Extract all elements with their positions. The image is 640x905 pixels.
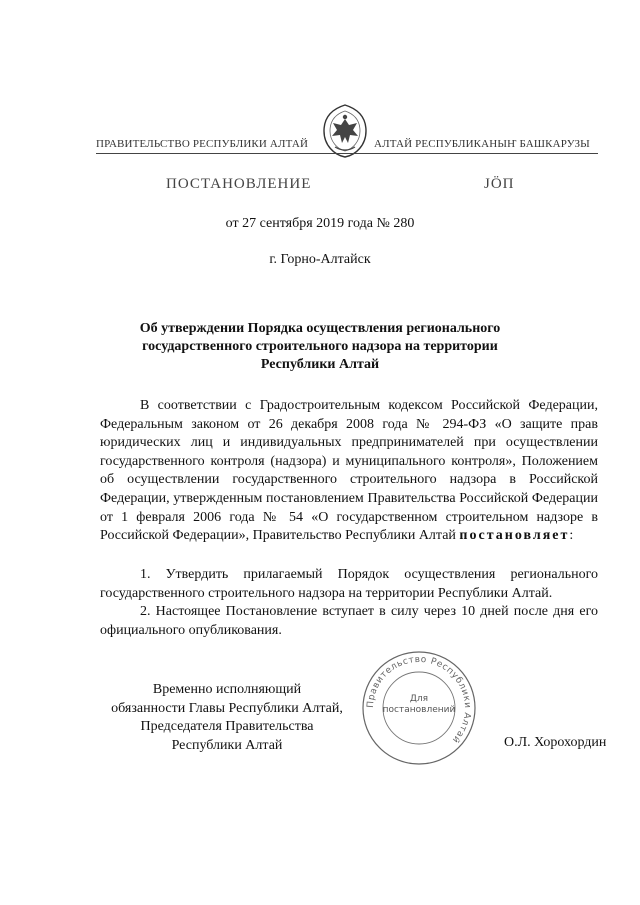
- decree-items: [100, 566, 598, 640]
- signer-line-3: Председателя Правительства: [140, 719, 314, 735]
- preamble-paragraph: [100, 397, 598, 546]
- coat-of-arms-emblem-icon: [320, 103, 370, 159]
- header-divider: [96, 153, 598, 154]
- document-title: Об утверждении Порядка осуществления регионального государственного строительного надзора на территории Республики Алтай: [139, 321, 501, 372]
- stamp-center-text: [369, 694, 469, 716]
- signer-line-2: обязанности Главы Республики Алтай,: [111, 700, 343, 716]
- city-line: г. Горно-Алтайск: [269, 252, 371, 267]
- date-line: от 27 сентября 2019 года № 280: [225, 216, 415, 231]
- preamble-text: В соответствии с Градостроительным кодексом Российской Федерации, Федеральным законом от 26 декабря 2008 года № 294-ФЗ «О защите прав юридических лиц и индивидуальных предпринимателей при осуществлении государственного контроля (надзора) и муниципального контроля», Положением об осуществлении государственного строительного надзора в Российской Федерации, утвержденным постановлением Правительства Российской Федерации от 1 февраля 2006 года № 54 «О государственном строительном надзоре в Российской Федерации», Правительство Республики Алтай: [100, 398, 598, 544]
- signer-name: О.Л. Хорохордин: [504, 735, 607, 750]
- decree-colon: :: [569, 528, 574, 544]
- doc-type-ru: ПОСТАНОВЛЕНИЕ: [166, 176, 312, 192]
- signer-title-block: [96, 681, 358, 755]
- decree-word: постановляет: [459, 528, 570, 544]
- decree-item-1: 1. Утвердить прилагаемый Порядок осуществления регионального государственного строительного надзора на территории Республики Алтай.: [100, 567, 598, 601]
- stamp-center-line-2: постановлений: [382, 705, 456, 715]
- signer-line-4: Республики Алтай: [171, 737, 283, 753]
- doc-type-altai: ЈӦП: [484, 176, 515, 192]
- decree-item-2: 2. Настоящее Постановление вступает в силу через 10 дней после дня его официального опубликования.: [100, 604, 598, 638]
- header-right-text: АЛТАЙ РЕСПУБЛИКАНЫҤ БАШКАРУЗЫ: [374, 138, 590, 150]
- stamp-ring-text: Правительство Республики Алтай: [365, 654, 473, 745]
- stamp-center-line-1: Для: [409, 694, 429, 704]
- header-left-text: ПРАВИТЕЛЬСТВО РЕСПУБЛИКИ АЛТАЙ: [96, 138, 309, 150]
- signer-line-1: Временно исполняющий: [152, 682, 302, 697]
